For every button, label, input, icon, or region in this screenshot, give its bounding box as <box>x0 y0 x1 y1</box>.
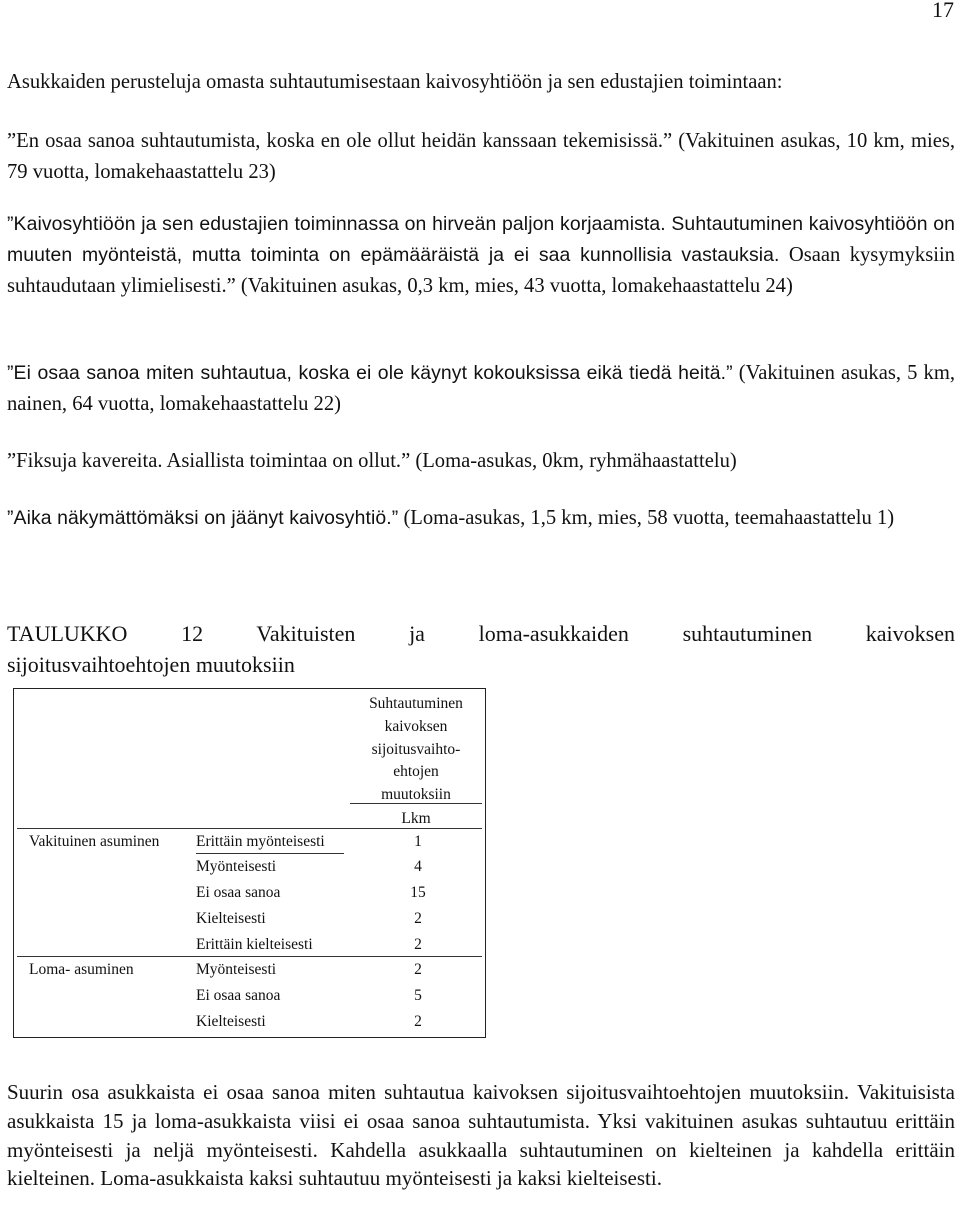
header-line: ehtojen <box>393 763 439 780</box>
intro-paragraph: Asukkaiden perusteluja omasta suhtautumisestaan kaivosyhtiöön ja sen edustajien toimintaan: <box>7 71 783 93</box>
row-label: Myönteisesti <box>196 858 277 875</box>
row-label: Ei osaa sanoa <box>196 884 281 901</box>
row-label: Kielteisesti <box>196 1013 266 1030</box>
page-number: 17 <box>932 0 954 22</box>
table-caption-line-1: TAULUKKO 12 Vakituisten ja loma-asukkaiden suhtautuminen kaivoksen <box>7 621 955 646</box>
quote-2-sans: ”Kaivosyhtiöön ja sen edustajien toiminnassa on hirveän paljon korjaamista. Suhtautuminen kaivosyhtiöön on muuten myönteistä, mutta toiminta on epämääräistä ja ei saa kunnollisia vastauksia. <box>7 213 955 266</box>
row-value: 2 <box>414 936 422 953</box>
quote-4: ”Fiksuja kavereita. Asiallista toimintaa on ollut.” (Loma-asukas, 0km, ryhmähaastattelu) <box>7 450 737 472</box>
unit-label: Lkm <box>401 810 431 827</box>
row-rule <box>196 853 344 854</box>
unit-rule <box>17 828 482 829</box>
group-rule <box>17 956 482 957</box>
row-value: 2 <box>414 1013 422 1030</box>
row-value: 2 <box>414 961 422 978</box>
quote-5 <box>7 503 955 534</box>
summary-paragraph: Suurin osa asukkaista ei osaa sanoa miten suhtautua kaivoksen sijoitusvaihtoehtojen muutoksiin. Vakituisista asukkaista 15 ja loma-asukkaista viisi ei osaa sanoa suhtautumista. Yksi vakituinen asukas suhtautuu erittäin myönteisesti ja neljä myönteisesti. Kahdella asukkaalla suhtautuminen on kielteinen ja kahdella erittäin kielteinen. Loma-asukkaista kaksi suhtautuu myönteisesti ja kaksi kielteisesti. <box>7 1080 955 1191</box>
quote-5-sans: ”Aika näkymättömäksi on jäänyt kaivosyhtiö.” <box>7 507 399 529</box>
row-label: Myönteisesti <box>196 961 277 978</box>
quote-1: ”En osaa sanoa suhtautumista, koska en ole ollut heidän kanssaan tekemisissä.” (Vakituinen asukas, 10 km, mies, 79 vuotta, lomakehaastattelu 23) <box>7 130 955 183</box>
quote-3-serif: (Vakituinen asukas, 5 km, nainen, 64 vuotta, lomakehaastattelu 22) <box>7 362 955 415</box>
row-label: Ei osaa sanoa <box>196 987 281 1004</box>
row-label: Kielteisesti <box>196 910 266 927</box>
quote-5-serif: (Loma-asukas, 1,5 km, mies, 58 vuotta, teemahaastattelu 1) <box>403 507 895 529</box>
group-label-loma: Loma- asuminen <box>29 961 134 978</box>
header-line: muutoksiin <box>381 786 451 803</box>
table-caption-line-2: sijoitusvaihtoehtojen muutoksiin <box>7 652 295 677</box>
header-line: kaivoksen <box>384 718 448 735</box>
group-label-vakituinen: Vakituinen asuminen <box>29 833 160 850</box>
row-value: 1 <box>414 833 422 850</box>
quote-3-sans: ”Ei osaa sanoa miten suhtautua, koska ei ole käynyt kokouksissa eikä tiedä heitä.” <box>7 362 733 384</box>
row-value: 4 <box>414 858 422 875</box>
row-value: 2 <box>414 910 422 927</box>
header-line: Suhtautuminen <box>369 695 463 712</box>
quote-2 <box>7 209 955 302</box>
row-value: 15 <box>410 884 426 901</box>
row-label: Erittäin myönteisesti <box>196 833 325 850</box>
header-line: sijoitusvaihto- <box>371 741 461 758</box>
row-value: 5 <box>414 987 422 1004</box>
quote-3 <box>7 358 955 420</box>
quote-2-serif: Osaan kysymyksiin suhtaudutaan ylimielisesti.” (Vakituinen asukas, 0,3 km, mies, 43 vuotta, lomakehaastattelu 24) <box>7 244 955 297</box>
header-rule <box>350 803 482 804</box>
row-label: Erittäin kielteisesti <box>196 936 313 953</box>
